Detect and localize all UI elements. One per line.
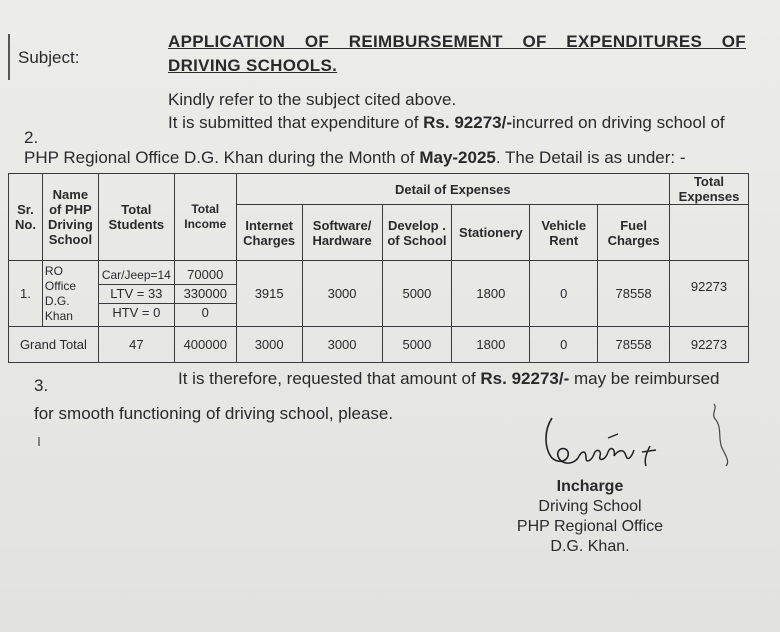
header-income: Total Income	[174, 174, 236, 261]
subject-title-line1: APPLICATION OF REIMBURSEMENT OF EXPENDITURES OF	[168, 32, 746, 51]
students-car: Car/Jeep=14	[99, 266, 174, 285]
signoff-line2: PHP Regional Office	[516, 518, 664, 535]
para2-text-b: incurred on driving school of	[512, 113, 725, 132]
income-ltv: 330000	[175, 285, 236, 304]
subject-title	[168, 30, 746, 78]
para3-text-b: may be reimbursed	[569, 369, 720, 388]
header-total-blank	[670, 205, 749, 261]
pen-mark	[36, 436, 42, 448]
grand-develop: 5000	[382, 327, 452, 363]
header-develop: Develop . of School	[382, 205, 452, 261]
grand-total: 92273	[670, 327, 749, 363]
header-internet: Internet Charges	[236, 205, 302, 261]
students-htv: HTV = 0	[112, 304, 161, 320]
header-fuel: Fuel Charges	[598, 205, 670, 261]
row-total: 92273	[670, 261, 749, 327]
header-name: Name of PHP Driving School	[42, 174, 98, 261]
row-vehicle: 0	[530, 261, 598, 327]
header-software: Software/ Hardware	[302, 205, 382, 261]
row-fuel: 78558	[598, 261, 670, 327]
row-develop: 5000	[382, 261, 452, 327]
row-internet: 3915	[236, 261, 302, 327]
para3-line2: for smooth functioning of driving school, please.	[34, 404, 394, 423]
row-sr: 1.	[9, 261, 43, 327]
income-car: 70000	[175, 266, 236, 285]
row-students	[98, 261, 174, 327]
para2-line2	[24, 148, 686, 168]
para2-line1	[168, 113, 725, 133]
margin-squiggle	[700, 400, 740, 470]
header-vehicle: Vehicle Rent	[530, 205, 598, 261]
grand-software: 3000	[302, 327, 382, 363]
grand-stationery: 1800	[452, 327, 530, 363]
header-stationery: Stationery	[452, 205, 530, 261]
grand-label: Grand Total	[9, 327, 99, 363]
grand-income: 400000	[174, 327, 236, 363]
students-ltv: LTV = 33	[99, 285, 174, 304]
para2-line2-a: PHP Regional Office D.G. Khan during the Month of	[24, 148, 420, 167]
row-name: RO Office D.G. Khan	[42, 261, 98, 327]
para3-amount: Rs. 92273/-	[480, 369, 570, 388]
para2-month: May-2025	[419, 148, 496, 167]
table-row	[9, 261, 749, 327]
para2-line2-b: . The Detail is as under: -	[495, 148, 686, 167]
header-total: Total Expenses	[670, 174, 749, 205]
subject-label: Subject:	[18, 48, 80, 67]
expenses-table	[8, 173, 749, 363]
para3-text-a: It is therefore, requested that amount of	[178, 369, 481, 388]
para2-amount: Rs. 92273/-	[423, 113, 512, 132]
signoff-line1: Driving School	[538, 498, 642, 515]
grand-internet: 3000	[236, 327, 302, 363]
margin-mark	[8, 34, 10, 80]
row-software: 3000	[302, 261, 382, 327]
income-htv: 0	[201, 304, 209, 320]
row-income	[174, 261, 236, 327]
subject-title-line2: DRIVING SCHOOLS.	[168, 56, 338, 75]
intro-text: Kindly refer to the subject cited above.	[168, 90, 457, 109]
para2-number: 2.	[24, 128, 39, 147]
signature-image	[540, 410, 670, 480]
grand-total-row	[9, 327, 749, 363]
signoff-line3: D.G. Khan.	[550, 538, 630, 555]
header-detail: Detail of Expenses	[236, 174, 669, 205]
para3-number: 3.	[34, 376, 49, 395]
signoff-title: Incharge	[556, 478, 624, 495]
header-students: Total Students	[98, 174, 174, 261]
header-sr: Sr. No.	[9, 174, 43, 261]
para2-text-a: It is submitted that expenditure of	[168, 113, 424, 132]
grand-students: 47	[98, 327, 174, 363]
grand-vehicle: 0	[530, 327, 598, 363]
para3-line1	[178, 369, 719, 389]
grand-fuel: 78558	[598, 327, 670, 363]
row-stationery: 1800	[452, 261, 530, 327]
